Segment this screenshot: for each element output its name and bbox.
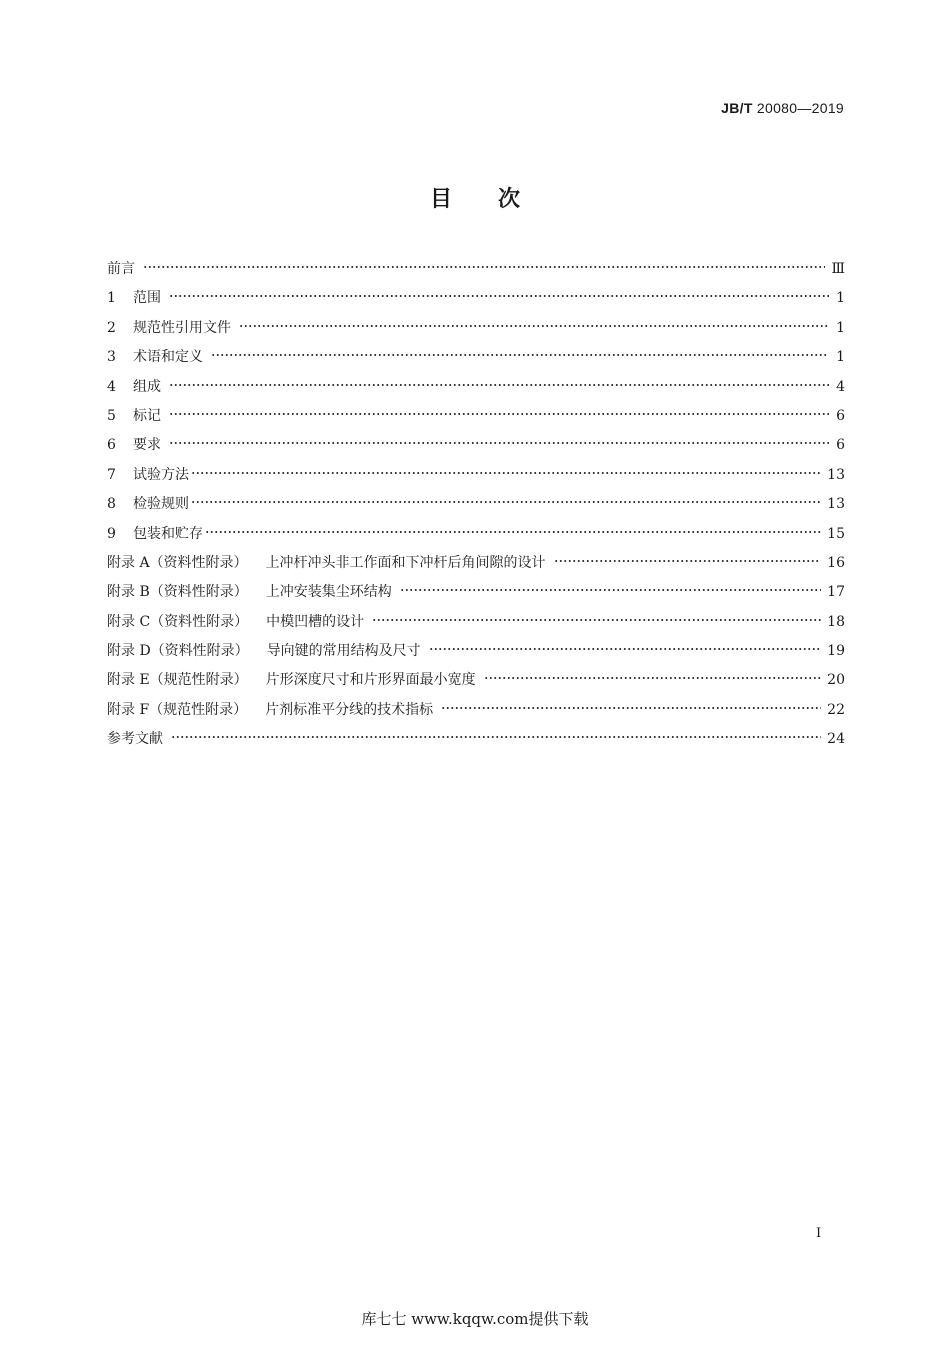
toc-entry-1[interactable]	[107, 287, 845, 316]
toc-entry-label: 片剂标准平分线的技术指标	[265, 701, 434, 718]
toc-entry-appendix-e[interactable]	[107, 669, 845, 698]
toc-entry-3[interactable]	[107, 346, 845, 375]
toc-entry-page: 1	[836, 290, 845, 307]
toc-leader-dots	[171, 735, 821, 739]
toc-entry-page: Ⅲ	[831, 261, 845, 277]
toc-entry-page: 13	[827, 496, 845, 513]
toc-leader-dots	[191, 500, 821, 504]
toc-entry-appendix-c[interactable]	[107, 611, 845, 640]
toc-appendix-prefix: 附录 C（资料性附录）	[107, 613, 249, 630]
toc-leader-dots	[239, 324, 829, 328]
toc-entry-5[interactable]	[107, 405, 845, 434]
toc-entry-page: 1	[836, 319, 845, 336]
page-title: 目次	[429, 187, 566, 212]
toc-leader-dots	[400, 588, 821, 592]
toc-leader-dots	[169, 383, 829, 387]
toc-leader-dots	[372, 618, 821, 622]
toc-entry-number: 2	[107, 319, 116, 336]
toc-leader-dots	[143, 265, 825, 269]
toc-leader-dots	[211, 353, 829, 357]
toc-leader-dots	[169, 412, 829, 416]
toc-entry-label: 范围	[133, 290, 161, 307]
toc-entry-number: 9	[107, 525, 116, 542]
toc-entry-appendix-b[interactable]	[107, 581, 845, 610]
toc-entry-number: 7	[107, 466, 116, 483]
toc-entry-page: 13	[827, 466, 845, 483]
toc-entry-page: 18	[827, 613, 845, 630]
toc-entry-page: 20	[827, 672, 845, 689]
toc-appendix-prefix: 附录 A（资料性附录）	[107, 554, 248, 571]
toc-entry-7[interactable]	[107, 464, 845, 493]
toc-appendix-prefix: 附录 E（规范性附录）	[107, 672, 248, 689]
toc-entry-page: 4	[836, 378, 845, 395]
toc-entry-label: 术语和定义	[133, 349, 203, 366]
toc-appendix-prefix: 附录 D（资料性附录）	[107, 643, 249, 660]
toc-entry-label: 标记	[133, 407, 161, 424]
toc-entry-page: 19	[827, 643, 845, 660]
toc-entry-label: 包装和贮存	[133, 525, 203, 542]
toc-entry-number: 3	[107, 349, 116, 366]
toc-entry-label: 参考文献	[107, 731, 163, 748]
toc-entry-9[interactable]	[107, 523, 845, 552]
toc-entry-4[interactable]	[107, 376, 845, 405]
toc-entry-number: 4	[107, 378, 116, 395]
toc-entry-number: 6	[107, 437, 116, 454]
toc-entry-label: 导向键的常用结构及尺寸	[266, 643, 421, 660]
toc-entry-foreword[interactable]	[107, 258, 845, 287]
toc-leader-dots	[554, 559, 822, 563]
toc-leader-dots	[169, 294, 829, 298]
toc-leader-dots	[205, 530, 821, 534]
toc-leader-dots	[429, 647, 821, 651]
toc-entry-label: 片形深度尺寸和片形界面最小宽度	[265, 672, 476, 689]
table-of-contents	[107, 258, 845, 758]
toc-entry-8[interactable]	[107, 493, 845, 522]
toc-entry-page: 24	[827, 731, 845, 748]
toc-appendix-prefix: 附录 B（资料性附录）	[107, 584, 248, 601]
toc-entry-appendix-f[interactable]	[107, 699, 845, 728]
toc-entry-page: 15	[827, 525, 845, 542]
toc-leader-dots	[441, 706, 821, 710]
toc-entry-page: 17	[827, 584, 845, 601]
toc-entry-page: 6	[836, 437, 845, 454]
toc-entry-label: 组成	[133, 378, 161, 395]
toc-entry-2[interactable]	[107, 317, 845, 346]
toc-entry-6[interactable]	[107, 434, 845, 463]
toc-entry-label: 要求	[133, 437, 161, 454]
toc-entry-appendix-a[interactable]	[107, 552, 845, 581]
toc-entry-label: 上冲杆冲头非工作面和下冲杆后角间隙的设计	[265, 554, 546, 571]
toc-entry-number: 5	[107, 407, 116, 424]
toc-entry-label: 前言	[107, 261, 135, 277]
toc-entry-appendix-d[interactable]	[107, 640, 845, 669]
toc-entry-number: 1	[107, 290, 116, 307]
toc-entry-label: 检验规则	[133, 496, 189, 513]
toc-leader-dots	[191, 471, 821, 475]
standard-code	[721, 100, 844, 116]
page-number: I	[816, 1226, 822, 1241]
download-footer: 库七七 www.kqqw.com提供下载	[361, 1310, 589, 1328]
toc-entry-page: 22	[827, 701, 845, 718]
toc-entry-references[interactable]	[107, 728, 845, 757]
toc-entry-label: 中模凹槽的设计	[266, 613, 365, 630]
standard-number: 20080—2019	[756, 100, 844, 116]
toc-entry-label: 规范性引用文件	[133, 319, 231, 336]
standard-prefix: JB/T	[721, 100, 753, 116]
toc-entry-label: 上冲安装集尘环结构	[265, 584, 392, 601]
toc-entry-number: 8	[107, 496, 116, 513]
toc-leader-dots	[484, 676, 822, 680]
toc-leader-dots	[169, 441, 829, 445]
toc-appendix-prefix: 附录 F（规范性附录）	[107, 701, 248, 718]
toc-entry-page: 16	[827, 554, 845, 571]
toc-entry-page: 1	[836, 349, 845, 366]
toc-entry-label: 试验方法	[133, 466, 189, 483]
toc-entry-page: 6	[836, 407, 845, 424]
